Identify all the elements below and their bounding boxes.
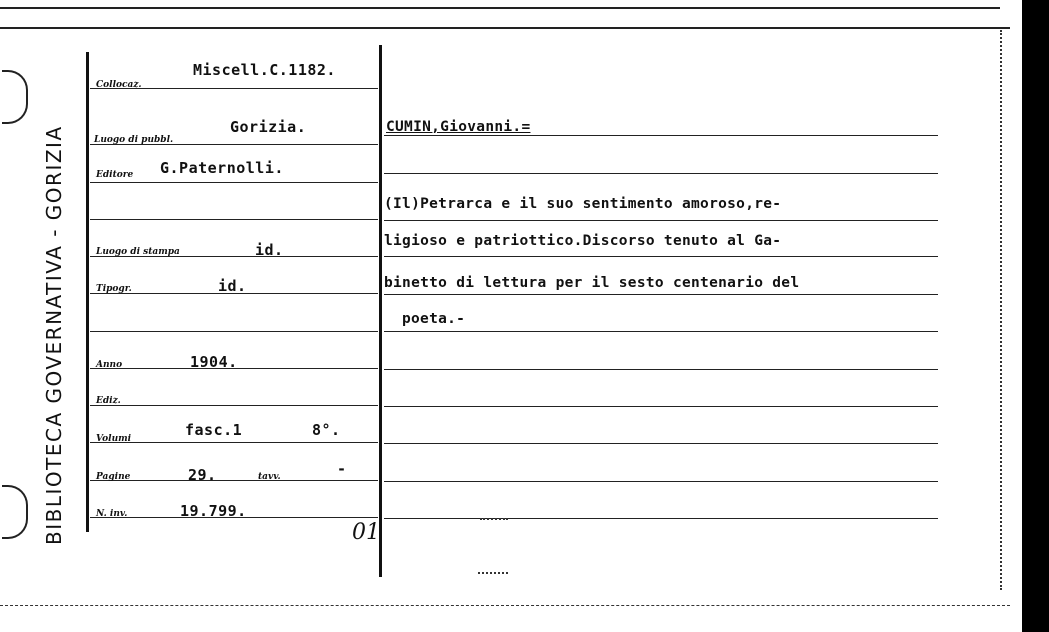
printer-value: id. — [218, 277, 247, 295]
right-rule-9 — [384, 443, 938, 444]
left-rule-9 — [90, 405, 378, 406]
shelfmark-label: Collocaz. — [96, 80, 142, 90]
top-border-line-2 — [0, 27, 1010, 29]
place-pub-label: Luogo di pubbl. — [94, 135, 174, 145]
shelfmark-value: Miscell.C.1182. — [193, 61, 336, 79]
right-rule-3 — [384, 220, 938, 221]
left-column-rule — [86, 52, 89, 532]
volumes-value: fasc.1 — [185, 421, 243, 439]
right-rule-5 — [384, 294, 938, 295]
plates-label: tavv. — [258, 472, 281, 482]
ink-smudge — [480, 518, 508, 528]
printer-label: Tipogr. — [96, 284, 132, 294]
place-pub-value: Gorizia. — [230, 118, 307, 136]
right-edge-shadow — [1022, 0, 1049, 632]
right-rule-4 — [384, 256, 938, 257]
bottom-border-line — [0, 605, 1010, 606]
left-rule-3 — [90, 182, 378, 183]
publisher-label: Editore — [96, 170, 134, 180]
title-line-1: (Il)Petrarca e il suo sentimento amoroso,re- — [384, 196, 782, 212]
left-rule-7 — [90, 331, 378, 332]
top-border-line — [0, 7, 1000, 9]
publisher-value: G.Paternolli. — [160, 159, 284, 177]
hole-mark-top — [2, 70, 28, 124]
inventory-label: N. inv. — [96, 509, 128, 519]
right-rule-1 — [384, 135, 938, 136]
right-rule-2 — [384, 173, 938, 174]
right-rule-10 — [384, 481, 938, 482]
year-label: Anno — [96, 360, 123, 370]
format-value: 8°. — [312, 421, 341, 439]
pages-label: Pagine — [96, 472, 131, 482]
right-rule-7 — [384, 369, 938, 370]
right-edge-noise — [1000, 30, 1006, 590]
pages-value: 29. — [188, 466, 217, 484]
volumes-label: Volumi — [96, 434, 132, 444]
right-rule-8 — [384, 406, 938, 407]
right-rule-6 — [384, 331, 938, 332]
place-print-label: Luogo di stampa — [96, 247, 180, 257]
plates-value: - — [337, 460, 347, 478]
place-print-value: id. — [255, 241, 284, 259]
hole-mark-bottom — [2, 485, 28, 539]
library-stamp: BIBLIOTECA GOVERNATIVA - GORIZIA — [42, 125, 66, 545]
ink-smudge-2 — [478, 572, 508, 582]
inventory-value: 19.799. — [180, 502, 247, 520]
middle-column-rule — [379, 45, 382, 577]
year-value: 1904. — [190, 353, 238, 371]
edition-label: Ediz. — [96, 396, 121, 406]
title-line-2: ligioso e patriottico.Discorso tenuto al Ga- — [384, 233, 782, 249]
left-rule-4 — [90, 219, 378, 220]
left-rule-11 — [90, 480, 378, 481]
handwritten-mark: 01 — [352, 520, 380, 545]
left-rule-10 — [90, 442, 378, 443]
title-line-3: binetto di lettura per il sesto centenario del — [384, 275, 800, 291]
author-heading: CUMIN,Giovanni.= — [386, 119, 531, 135]
title-line-4: poeta.- — [402, 311, 466, 327]
right-rule-11 — [384, 518, 938, 519]
